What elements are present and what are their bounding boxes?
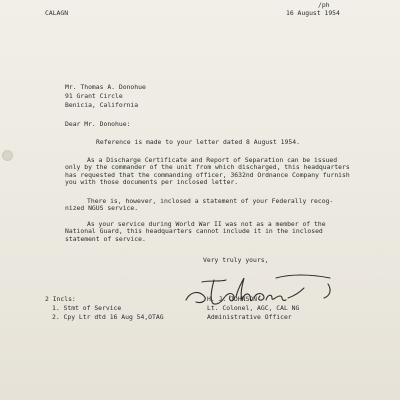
signatory-rank: Lt. Colonel, AGC, CAL NG [207, 304, 300, 312]
signatory-name: H. J. JOHNSON [207, 295, 258, 303]
paragraph-2 [65, 157, 365, 187]
punch-hole [2, 150, 13, 161]
addressee-city: Benicia, California [65, 101, 139, 109]
paragraph-4 [65, 221, 365, 243]
enclosure-item: 1. Stmt of Service [52, 304, 122, 312]
typist-initials: /ph [318, 1, 330, 9]
enclosure-item: 2. Cpy Ltr dtd 16 Aug 54,OTAG [52, 313, 164, 321]
paragraph-line: As a Discharge Certificate and Report of Separation can be issued [87, 156, 338, 164]
paragraph-line: As your service during World War II was not as a member of the [87, 220, 326, 228]
paragraph-line: National Guard, this headquarters cannot include it in the inclosed [65, 227, 323, 236]
paragraph-line: There is, however, inclosed a statement of your Federally recog- [87, 197, 334, 205]
paragraph-1 [65, 139, 365, 146]
paragraph-line: only by the commander of the unit from which discharged, this headquarters [65, 163, 350, 172]
paragraph-line: you with those documents per inclosed letter. [65, 178, 239, 187]
addressee-name: Mr. Thomas A. Donohue [65, 83, 146, 91]
letter-date: 16 August 1954 [286, 9, 340, 17]
salutation: Dear Mr. Donohue: [65, 120, 131, 128]
paragraph-line: Reference is made to your letter dated 8 August 1954. [96, 138, 300, 146]
paragraph-line: statement of service. [65, 234, 146, 243]
enclosures-heading: 2 Incls: [45, 295, 76, 303]
paragraph-line: has requested that the commanding officer, 3632nd Ordnance Company furnish [65, 170, 350, 179]
paragraph-3 [65, 198, 365, 213]
complimentary-closing: Very truly yours, [203, 256, 269, 264]
signatory-title: Administrative Officer [207, 313, 292, 321]
paragraph-line: nized NGUS service. [65, 204, 139, 213]
addressee-street: 91 Grant Circle [65, 92, 123, 100]
reference-code: CALAGN [45, 9, 69, 17]
